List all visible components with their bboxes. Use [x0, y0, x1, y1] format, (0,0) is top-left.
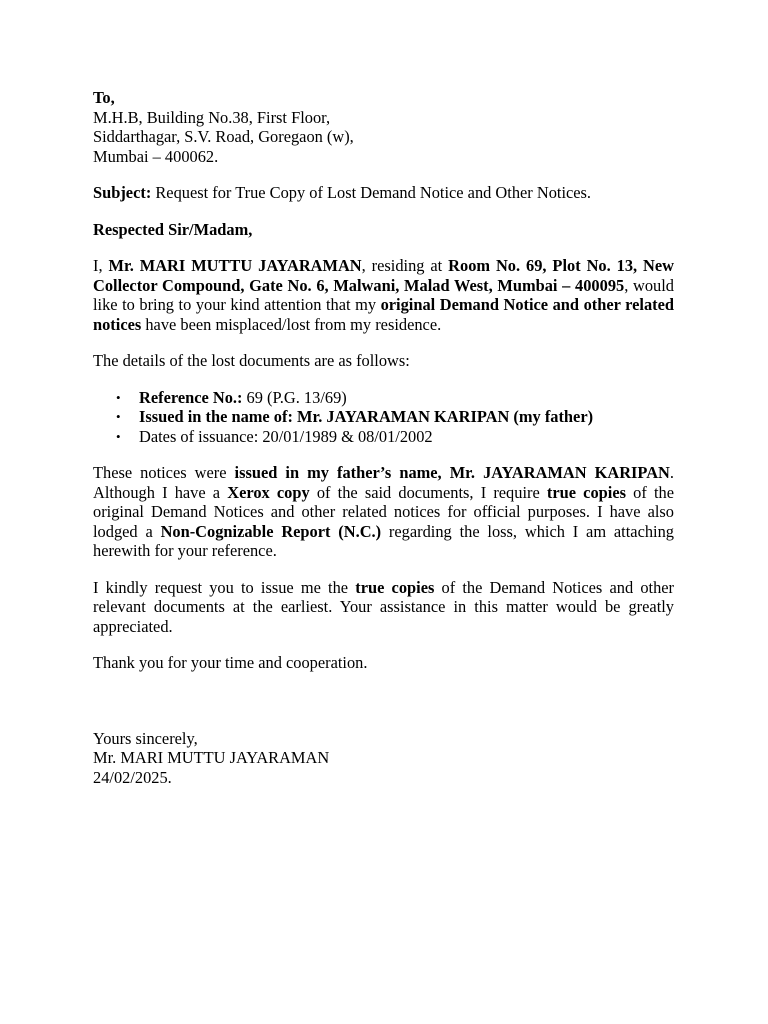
subject-text: Request for True Copy of Lost Demand Notice and Other Notices.: [151, 183, 592, 202]
thanks-line: Thank you for your time and cooperation.: [93, 653, 368, 672]
address-line-3: Mumbai – 400062.: [93, 146, 219, 166]
signer-name: Mr. MARI MUTTU JAYARAMAN: [93, 748, 330, 767]
details-list: [93, 388, 674, 447]
address-line-2: Siddarthagar, S.V. Road, Goregaon (w),: [93, 127, 354, 146]
to-label: To,: [93, 88, 115, 107]
closing-line: Yours sincerely,: [93, 728, 198, 748]
recipient-address: [93, 88, 674, 166]
subject-label: Subject:: [93, 183, 152, 202]
reference-value: 69 (P.G. 13/69): [242, 387, 347, 407]
salutation: Respected Sir/Madam,: [93, 219, 253, 239]
request-paragraph: I kindly request you to issue me the true copies of the Demand Notices and other relevant documents at the earliest. Your assistance in this matter would be greatly appreciated.: [93, 577, 675, 636]
reference-label: Reference No.:: [139, 387, 243, 407]
address-line-1: M.H.B, Building No.38, First Floor,: [93, 107, 331, 127]
letter-body: [93, 88, 674, 787]
subject-line: [93, 183, 674, 203]
list-item-reference: [139, 388, 674, 408]
notices-paragraph: These notices were issued in my father’s name, Mr. JAYARAMAN KARIPAN. Although I have a Xerox copy of the said documents, I require true copies of the original Demand Notices and other related notices for official purposes. I have also lodged a Non-Cognizable Report (N.C.) regarding the loss, which I am attaching herewith for your reference.: [93, 463, 675, 560]
sender-name: Mr. MARI MUTTU JAYARAMAN: [108, 256, 362, 275]
list-item-dates: • Dates of issuance: 20/01/1989 & 08/01/2002: [139, 427, 674, 447]
intro-paragraph: I, Mr. MARI MUTTU JAYARAMAN, residing at Room No. 69, Plot No. 13, New Collector Compound, Gate No. 6, Malwani, Malad West, Mumbai – 400095, would like to bring to your kind attention that my original Demand Notice and other related notices have been misplaced/lost from my residence.: [93, 256, 674, 334]
list-item-issued: • Issued in the name of: Mr. JAYARAMAN KARIPAN (my father): [139, 407, 674, 427]
letter-date: 24/02/2025.: [93, 767, 172, 787]
details-intro: The details of the lost documents are as follows:: [93, 351, 410, 370]
lost-documents: original Demand Notice and other related notices: [93, 295, 674, 334]
signature-block: [93, 729, 674, 788]
sender-address: Room No. 69, Plot No. 13, New Collector Compound, Gate No. 6, Malwani, Malad West, Mumbai – 400095: [93, 256, 674, 295]
